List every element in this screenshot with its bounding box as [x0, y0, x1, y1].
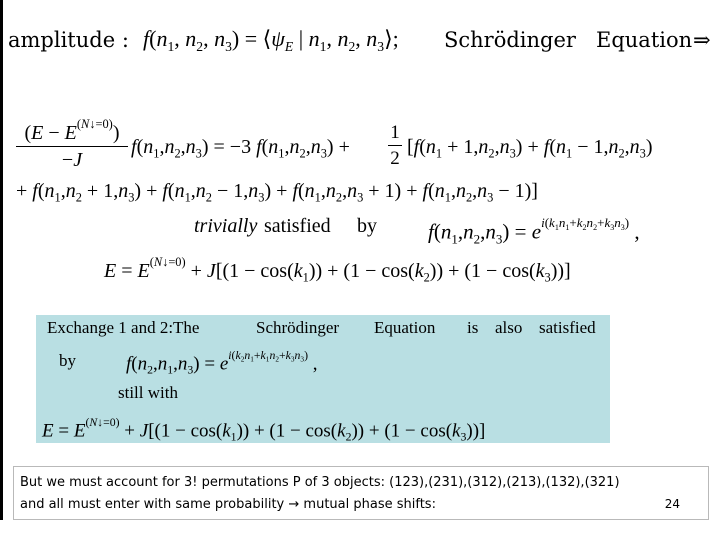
equation-line1-rhs: $f(n_1,n_2,n_3) = -3$ $f(n_1,n_2,n_3)$ + — [131, 136, 350, 161]
box-satisfied-text: satisfied — [539, 318, 596, 337]
note-line1: But we must account for 3! permutations P of 3 objects: (123),(231),(312),(213),(132),(321) — [20, 475, 620, 490]
half-fraction: 1 2 — [388, 123, 402, 168]
implies-symbol: ⇒ — [693, 28, 711, 52]
by-word: by — [357, 215, 377, 237]
amplitude-label: amplitude : — [8, 28, 129, 52]
box-exchanged-solution: $f(n_2,n_1,n_3) = e^{i(k_2n_1+k_1n_2+k_3n_3)}$ , — [126, 349, 318, 377]
equation-line1-bracket: [$f(n_1 + 1,n_2,n_3) + f(n_1 - 1,n_2,n_3)$ — [407, 136, 653, 161]
left-border — [0, 0, 3, 520]
note-line2-phase: mutual phase shifts: — [303, 497, 436, 512]
equation-label: Equation — [596, 28, 693, 52]
amplitude-equation: $f(n_1$, $n_2$, $n_3$) = $⟨\psi_E$ | $n_1$, $n_2$, $n_3⟩$; — [143, 26, 399, 54]
box-equation-text: Equation — [374, 318, 436, 337]
box-also-text: also — [495, 318, 523, 337]
page-number: 24 — [664, 497, 680, 511]
schrodinger-label: Schrödinger — [444, 28, 576, 52]
note-line2 — [20, 497, 436, 512]
note-line2-text: and all must enter with same probability — [20, 497, 285, 512]
arrow-icon: → — [288, 497, 300, 512]
box-still-with: still with — [118, 383, 178, 402]
box-by-text: by — [59, 351, 76, 370]
energy-equation: $E = E^{(N↓=0)} + J[(1 - \cos(k_1)) + (1 - \cos(k_2)) + (1 - \cos(k_3))]$ — [104, 255, 571, 285]
trivially-word: trivially — [194, 215, 258, 237]
plane-wave-solution: $f(n_1,n_2,n_3) = e^{i(k_1n_1+k_2n_2+k_3n_3)}$ , — [428, 215, 640, 247]
box-schrodinger-text: Schrödinger — [256, 318, 340, 337]
box-is-text: is — [467, 318, 479, 337]
box-energy-equation: $E = E^{(N↓=0)} + J[(1 - \cos(k_1)) + (1 - \cos(k_2)) + (1 - \cos(k_3))]$ — [42, 416, 486, 444]
satisfied-word: satisfied — [264, 215, 331, 237]
box-exchange-text: Exchange 1 and 2:The — [47, 318, 200, 337]
equation-line2: + $f(n_1,n_2 + 1,n_3) + f(n_1,n_2 - 1,n_3) + f(n_1,n_2,n_3 + 1) + f(n_1,n_2,n_3 - 1)$] — [16, 180, 538, 205]
note-box — [13, 466, 709, 520]
energy-fraction: $(E - E^{(N↓=0)})$ −J — [16, 118, 128, 170]
